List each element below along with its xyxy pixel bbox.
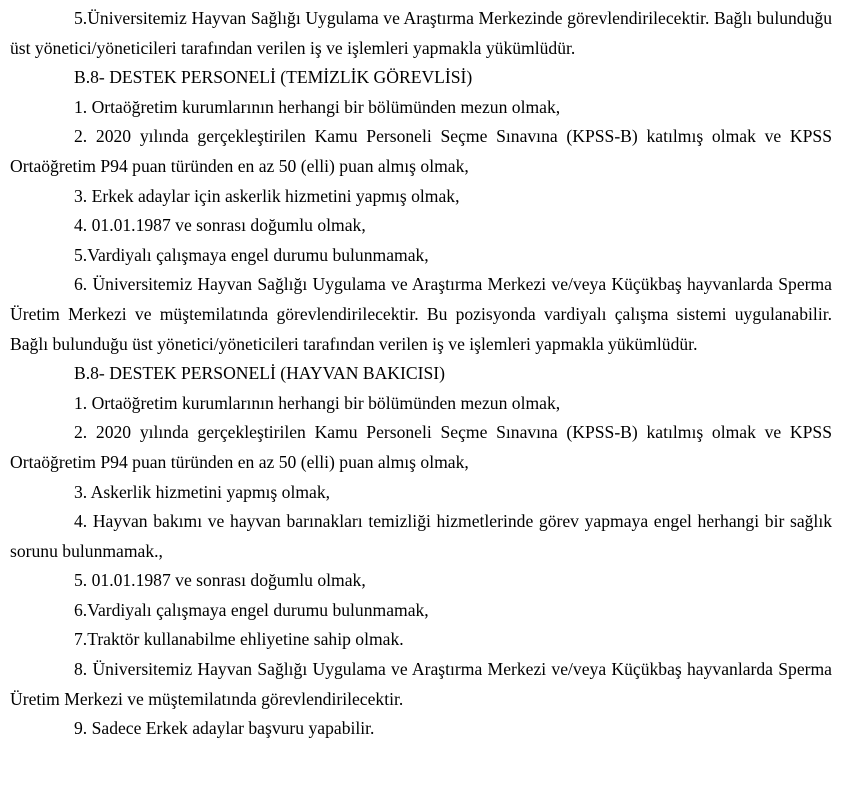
requirement-3: 3. Askerlik hizmetini yapmış olmak, xyxy=(74,481,331,502)
requirement-7: 7.Traktör kullanabilme ehliyetine sahip olmak. xyxy=(74,629,404,650)
requirement-3: 3. Erkek adaylar için askerlik hizmetini yapmış olmak, xyxy=(74,185,460,206)
section-heading-animal-caretaker: B.8- DESTEK PERSONELİ (HAYVAN BAKICISI) xyxy=(74,363,445,384)
requirement-6: 6. Üniversitemiz Hayvan Sağlığı Uygulama ve Araştırma Merkezi ve/veya Küçükbaş hayvanlarda Sperma Üretim Merkezi ve müştemilatında görevlendirilecektir. Bu pozisyonda vardiyalı çalışma sistemi uygulanabilir. Bağlı bulunduğu üst yönetici/yöneticileri tarafından verilen iş ve işlemleri yapmakla yükümlüdür. xyxy=(10,274,832,354)
requirement-9: 9. Sadece Erkek adaylar başvuru yapabilir. xyxy=(74,718,375,739)
requirement-4: 4. 01.01.1987 ve sonrası doğumlu olmak, xyxy=(74,215,366,236)
paragraph-item-5-assignment: 5.Üniversitemiz Hayvan Sağlığı Uygulama ve Araştırma Merkezinde görevlendirilecektir. Bağlı bulunduğu üst yönetici/yöneticileri tarafından verilen iş ve işlemleri yapmakla yükümlüdür. xyxy=(10,8,832,58)
requirement-1: 1. Ortaöğretim kurumlarının herhangi bir bölümünden mezun olmak, xyxy=(74,96,561,117)
requirement-5: 5.Vardiyalı çalışmaya engel durumu bulunmamak, xyxy=(74,244,429,265)
requirement-5: 5. 01.01.1987 ve sonrası doğumlu olmak, xyxy=(74,570,366,591)
requirement-4: 4. Hayvan bakımı ve hayvan barınakları temizliği hizmetlerinde görev yapmaya engel herhangi bir sağlık sorunu bulunmamak., xyxy=(10,511,832,561)
requirement-2: 2. 2020 yılında gerçekleştirilen Kamu Personeli Seçme Sınavına (KPSS-B) katılmış olmak ve KPSS Ortaöğretim P94 puan türünden en az 50 (elli) puan almış olmak, xyxy=(10,422,832,472)
requirement-1: 1. Ortaöğretim kurumlarının herhangi bir bölümünden mezun olmak, xyxy=(74,392,561,413)
requirement-2: 2. 2020 yılında gerçekleştirilen Kamu Personeli Seçme Sınavına (KPSS-B) katılmış olmak ve KPSS Ortaöğretim P94 puan türünden en az 50 (elli) puan almış olmak, xyxy=(10,126,832,176)
requirement-6: 6.Vardiyalı çalışmaya engel durumu bulunmamak, xyxy=(74,599,429,620)
section-heading-cleaning-staff: B.8- DESTEK PERSONELİ (TEMİZLİK GÖREVLİSİ) xyxy=(74,67,473,88)
requirement-8: 8. Üniversitemiz Hayvan Sağlığı Uygulama ve Araştırma Merkezi ve/veya Küçükbaş hayvanlarda Sperma Üretim Merkezi ve müştemilatında görevlendirilecektir. xyxy=(10,659,832,709)
